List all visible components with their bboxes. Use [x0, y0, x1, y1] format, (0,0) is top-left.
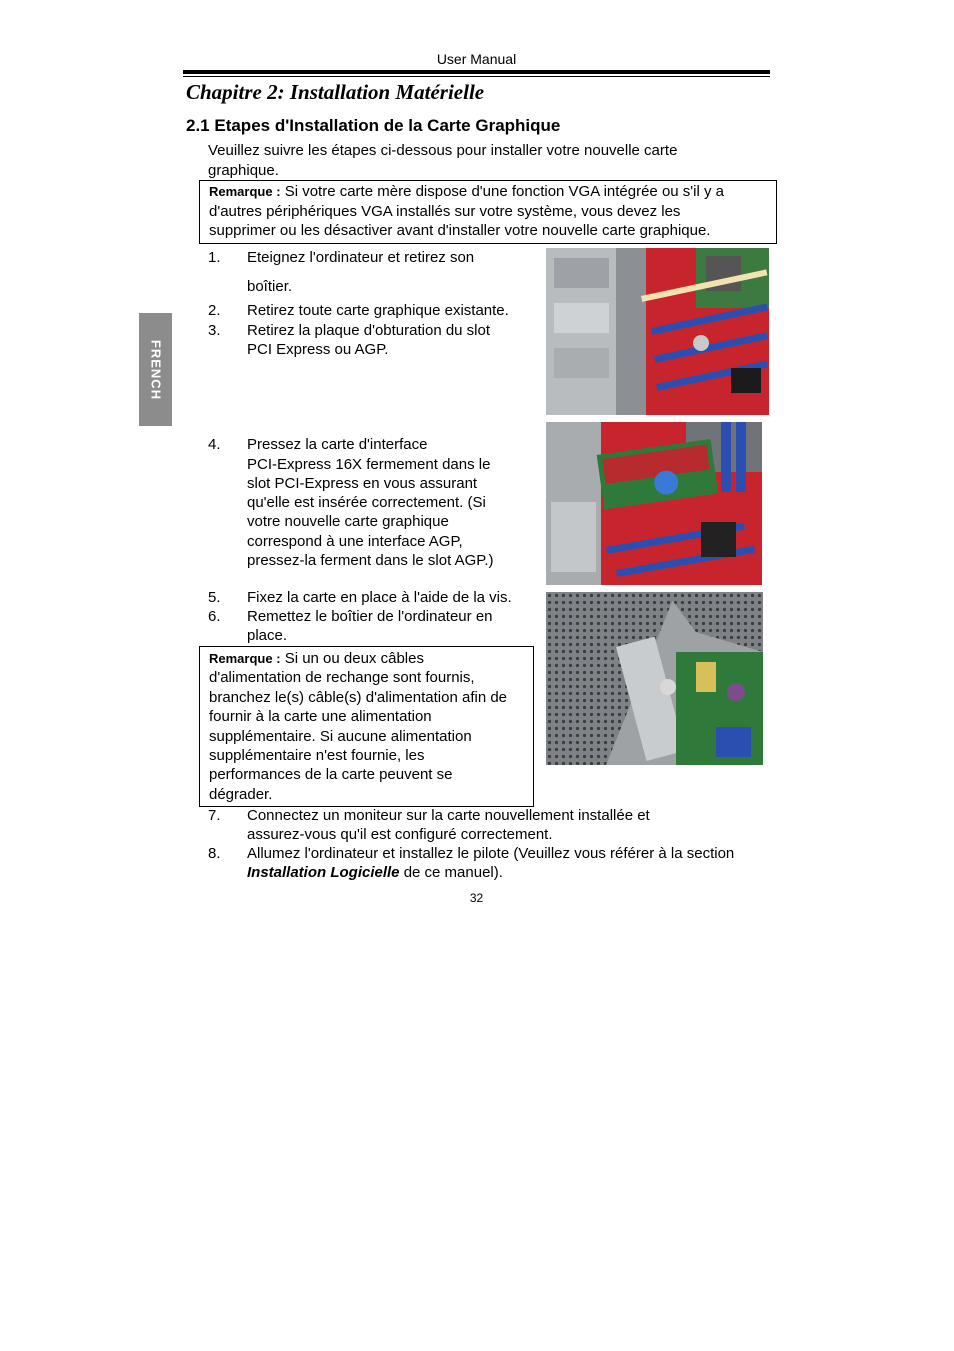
step-text: Connectez un moniteur sur la carte nouvellement installée et [247, 807, 650, 824]
intro-line: Veuillez suivre les étapes ci-dessous pour installer votre nouvelle carte [208, 142, 678, 159]
note-line: Si un ou deux câbles [280, 650, 424, 667]
step-number: 8. [208, 845, 221, 862]
step-number: 5. [208, 589, 221, 606]
language-tab-label: FRENCH [148, 339, 163, 400]
note-line: dégrader. [209, 785, 273, 803]
header-rule-thick [183, 70, 770, 74]
language-side-tab [139, 313, 172, 426]
intro-paragraph [208, 141, 748, 180]
step-number: 6. [208, 608, 221, 625]
note-label: Remarque : [209, 184, 281, 199]
step-text: slot PCI-Express en vous assurant [247, 475, 478, 492]
software-install-reference: Installation Logicielle [247, 864, 400, 881]
step-text: place. [247, 627, 288, 644]
step-text-tail: de ce manuel). [399, 864, 503, 881]
step-text: PCI Express ou AGP. [247, 341, 389, 358]
step-text: Remettez le boîtier de l'ordinateur en [247, 608, 493, 625]
step-text: votre nouvelle carte graphique [247, 513, 449, 530]
step-number: 4. [208, 436, 221, 453]
intro-line: graphique. [208, 161, 279, 179]
step-number: 1. [208, 249, 221, 266]
note-line: branchez le(s) câble(s) d'alimentation afin de [209, 688, 508, 706]
step-text: Pressez la carte d'interface [247, 436, 428, 453]
note-label: Remarque : [209, 651, 281, 666]
step-text: assurez-vous qu'il est configuré correctement. [247, 826, 553, 843]
note-line: Si votre carte mère dispose d'une fonction VGA intégrée ou s'il y a [280, 183, 724, 200]
chapter-title: Chapitre 2: Installation Matérielle [186, 80, 485, 104]
note-box-vga [199, 180, 777, 244]
photo-motherboard-slots [546, 248, 769, 415]
note-line: d'autres périphériques VGA installés sur votre système, vous devez les [209, 202, 681, 220]
step-number: 7. [208, 807, 221, 824]
step-text: boîtier. [247, 278, 293, 295]
step-text: correspond à une interface AGP, [247, 533, 463, 550]
section-title: 2.1 Etapes d'Installation de la Carte Graphique [186, 116, 561, 135]
page-header: User Manual [436, 51, 517, 67]
step-number: 2. [208, 302, 221, 319]
step-text: Retirez la plaque d'obturation du slot [247, 322, 491, 339]
photo-case-screw [546, 592, 763, 765]
header-rule-thin [183, 76, 770, 77]
step-text: qu'elle est insérée correctement. (Si [247, 494, 486, 511]
step-text: Allumez l'ordinateur et installez le pilote (Veuillez vous référer à la section [247, 845, 735, 862]
step-text: Fixez la carte en place à l'aide de la vis. [247, 589, 512, 606]
note-line: fournir à la carte une alimentation [209, 708, 432, 726]
note-line: d'alimentation de rechange sont fournis, [209, 669, 475, 687]
note-line: supprimer ou les désactiver avant d'installer votre nouvelle carte graphique. [209, 222, 711, 239]
step-text: Eteignez l'ordinateur et retirez son [247, 249, 475, 266]
note-line: performances de la carte peuvent se [209, 766, 453, 784]
step-text: pressez-la ferment dans le slot AGP.) [247, 552, 494, 569]
step-number: 3. [208, 322, 221, 339]
page-number: 32 [469, 891, 484, 905]
note-line: supplémentaire. Si aucune alimentation [209, 727, 472, 745]
step-text: PCI-Express 16X fermement dans le [247, 456, 491, 473]
photo-card-insertion [546, 422, 762, 585]
step-text-with-emphasis [247, 863, 503, 883]
step-text: Retirez toute carte graphique existante. [247, 302, 509, 319]
note-line: supplémentaire n'est fournie, les [209, 747, 425, 765]
note-box-power [199, 646, 534, 807]
